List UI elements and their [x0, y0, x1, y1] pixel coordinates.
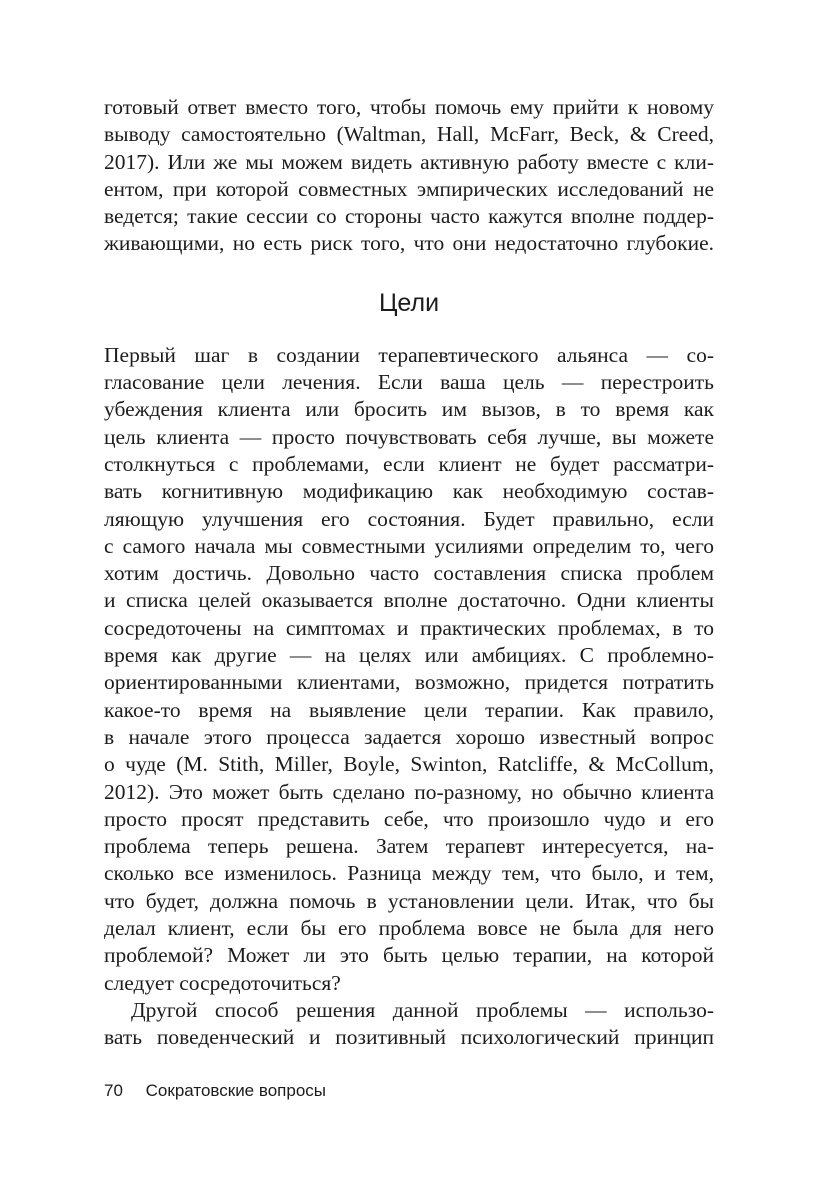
text-line: сосредоточены на симптомах и практических проблемах, в то [104, 615, 714, 640]
section-heading: Цели [378, 288, 440, 317]
text-line: Первый шаг в создании терапевтического альянса — со- [104, 342, 714, 367]
text-line: о чуде (M. Stith, Miller, Boyle, Swinton, Ratcliffe, & McCollum, [104, 752, 714, 777]
text-line: какое-то время на выявление цели терапии. Как правило, [104, 697, 714, 722]
text-line: выводу самостоятельно (Waltman, Hall, McFarr, Beck, & Creed, [104, 122, 714, 147]
page-body [104, 94, 714, 1052]
text-line: вать когнитивную модификацию как необходимую состав- [104, 479, 714, 504]
text-line: делал клиент, если бы его проблема вовсе не была для него [104, 916, 714, 941]
text-line: 2012). Это может быть сделано по-разному, но обычно клиента [104, 779, 714, 804]
text-line: хотим достичь. Довольно часто составления списка проблем [104, 561, 714, 586]
text-line: гласование цели лечения. Если ваша цель — перестроить [104, 370, 714, 395]
text-line: что будет, должна помочь в установлении цели. Итак, что бы [104, 888, 714, 913]
text-line: 2017). Или же мы можем видеть активную работу вместе с кли- [104, 149, 714, 174]
page-number: 70 [104, 1081, 123, 1100]
text-line: следует сосредоточиться? [104, 970, 341, 995]
text-line: проблема теперь решена. Затем терапевт интересуется, на- [104, 834, 714, 859]
text-line: ляющую улучшения его состояния. Будет правильно, если [104, 506, 714, 531]
text-line: убеждения клиента или бросить им вызов, в то время как [104, 397, 714, 422]
text-line: время как другие — на целях или амбициях. С проблемно- [104, 643, 714, 668]
text-line: ентом, при которой совместных эмпирических исследований не [104, 176, 714, 201]
text-line: столкнуться с проблемами, если клиент не будет рассматри- [104, 451, 714, 476]
text-line: живающими, но есть риск того, что они недостаточно глубокие. [104, 231, 714, 256]
text-line: цель клиента — просто почувствовать себя лучше, вы можете [104, 424, 714, 449]
text-line: сколько все изменилось. Разница между тем, что было, и тем, [104, 861, 714, 886]
text-line: ориентированными клиентами, возможно, придется потратить [104, 670, 714, 695]
text-line: с самого начала мы совместными усилиями определим то, чего [104, 533, 714, 558]
paragraph-1 [104, 342, 714, 997]
text-line: просто просят представить себе, что произошло чудо и его [104, 806, 714, 831]
running-title: Сократовские вопросы [145, 1081, 326, 1100]
text-line: Другой способ решения данной проблемы — использо- [131, 997, 714, 1022]
text-line: проблемой? Может ли это быть целью терапии, на которой [104, 943, 714, 968]
text-line: в начале этого процесса задается хорошо известный вопрос [104, 724, 714, 749]
page-footer [104, 1081, 326, 1101]
paragraph-2 [104, 997, 714, 1052]
top-paragraph [104, 94, 714, 258]
text-line: вать поведенческий и позитивный психологический принцип [104, 1025, 714, 1050]
text-line: ведется; такие сессии со стороны часто кажутся вполне поддер- [104, 204, 714, 229]
text-line: и списка целей оказывается вполне достаточно. Одни клиенты [104, 588, 714, 613]
text-line: готовый ответ вместо того, чтобы помочь ему прийти к новому [104, 95, 714, 119]
